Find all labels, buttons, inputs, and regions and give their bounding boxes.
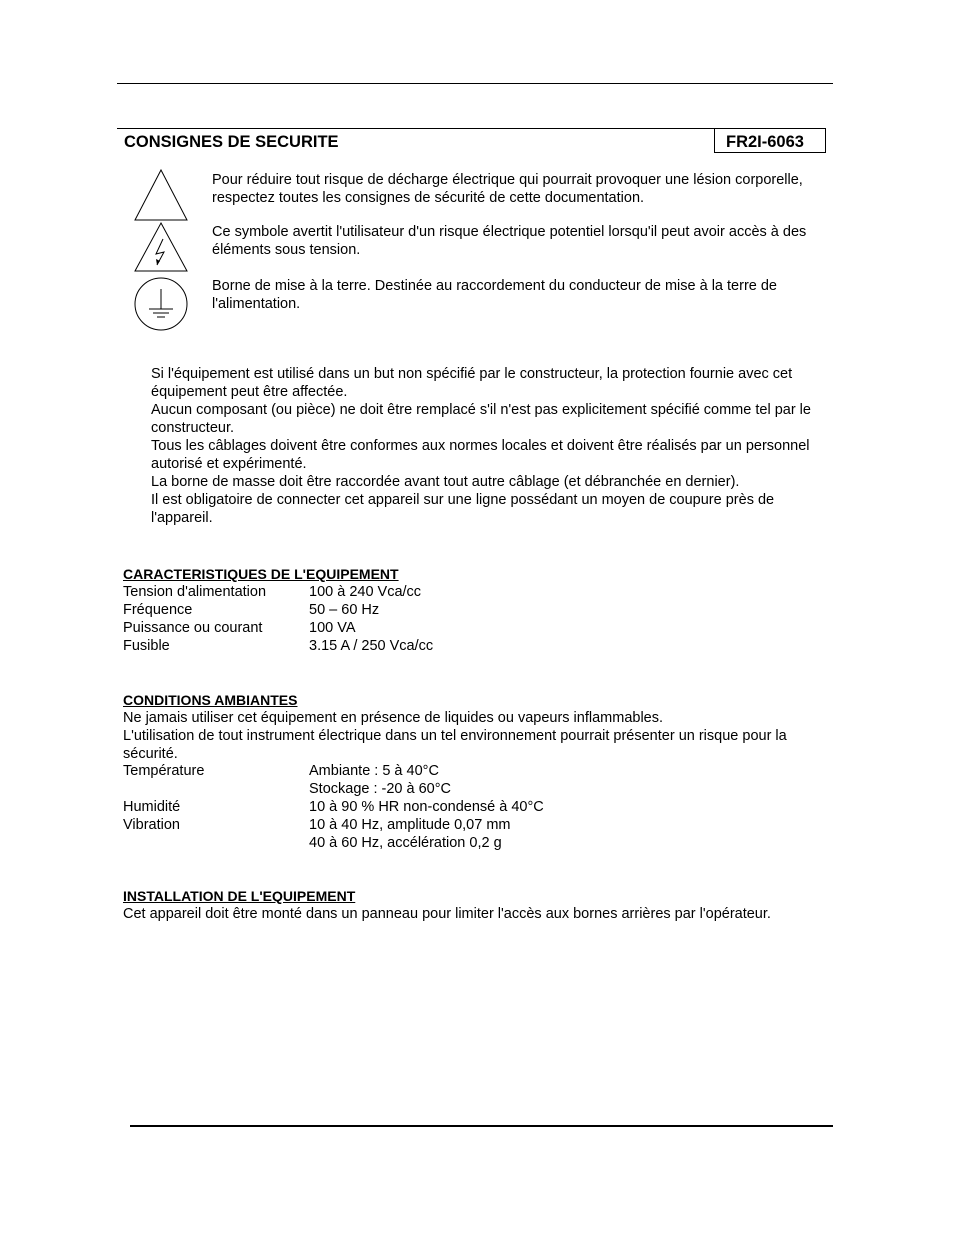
conditions-line: L'utilisation de tout instrument électrique dans un tel environnement pourrait présenter un risque pour la sécurité. [123,728,787,762]
caracteristiques-table [123,583,823,655]
row-label: Fréquence [123,602,193,618]
row-label: Température [123,763,205,779]
section-title-conditions: CONDITIONS AMBIANTES [123,692,298,708]
page-title: CONSIGNES DE SECURITE [124,133,339,151]
row-value: 10 à 40 Hz, amplitude 0,07 mm [309,817,511,833]
row-value: 100 à 240 Vca/cc [309,584,422,600]
table-row [123,637,823,655]
safety-warnings [151,365,823,527]
title-box [117,128,715,152]
row-label: Humidité [123,799,181,815]
table-row [123,601,823,619]
warning-triangle-icon [133,168,189,222]
section-title-installation: INSTALLATION DE L'EQUIPEMENT [123,888,356,904]
row-value: 100 VA [309,620,356,636]
ground-terminal-icon [133,277,189,331]
warning-item: Il est obligatoire de connecter cet appareil sur une ligne possédant un moyen de coupure près de l'appareil. [151,492,775,526]
table-row [123,798,823,816]
conditions-table [123,762,823,852]
row-label: Tension d'alimentation [123,584,267,600]
row-value: Stockage : -20 à 60°C [309,781,452,797]
row-value: 3.15 A / 250 Vca/cc [309,638,434,654]
warning-item: Tous les câblages doivent être conformes aux normes locales et doivent être réalisés par un personnel autorisé et expérimenté. [151,438,810,472]
table-row [123,619,823,637]
electric-hazard-icon [133,221,189,273]
table-row [123,583,823,601]
reference-box [714,128,826,153]
symbol-text-ground: Borne de mise à la terre. Destinée au raccordement du conducteur de mise à la terre de l'alimentation. [212,278,777,312]
warning-item: Si l'équipement est utilisé dans un but non spécifié par le constructeur, la protection fournie avec cet équipement peut être affectée. [151,366,793,400]
table-row [123,762,823,780]
bottom-rule [130,1125,833,1127]
table-row [123,816,823,834]
row-value: 50 – 60 Hz [309,602,380,618]
row-label: Vibration [123,817,180,833]
section-title-caracteristiques: CARACTERISTIQUES DE L'EQUIPEMENT [123,566,399,582]
symbol-text-warning: Pour réduire tout risque de décharge électrique qui pourrait provoquer une lésion corporelle, respectez toutes les consignes de sécurité de cette documentation. [212,172,803,206]
row-value: Ambiante : 5 à 40°C [309,763,439,779]
row-value: 10 à 90 % HR non-condensé à 40°C [309,799,544,815]
warning-item: La borne de masse doit être raccordée avant tout autre câblage (et débranchée en dernier). [151,474,740,490]
row-value: 40 à 60 Hz, accélération 0,2 g [309,835,502,851]
symbol-text-electric: Ce symbole avertit l'utilisateur d'un risque électrique potentiel lorsqu'il peut avoir accès à des éléments sous tension. [212,224,807,258]
conditions-text [123,709,823,763]
installation-text: Cet appareil doit être monté dans un panneau pour limiter l'accès aux bornes arrières par l'opérateur. [123,906,771,922]
table-row [123,780,823,798]
page-header [117,128,826,152]
conditions-line: Ne jamais utiliser cet équipement en présence de liquides ou vapeurs inflammables. [123,710,664,726]
row-label: Fusible [123,638,170,654]
warning-item: Aucun composant (ou pièce) ne doit être remplacé s'il n'est pas explicitement spécifié comme tel par le constructeur. [151,402,811,436]
row-label: Puissance ou courant [123,620,263,636]
document-reference: FR2I-6063 [726,133,804,151]
top-rule [117,83,833,84]
table-row [123,834,823,852]
